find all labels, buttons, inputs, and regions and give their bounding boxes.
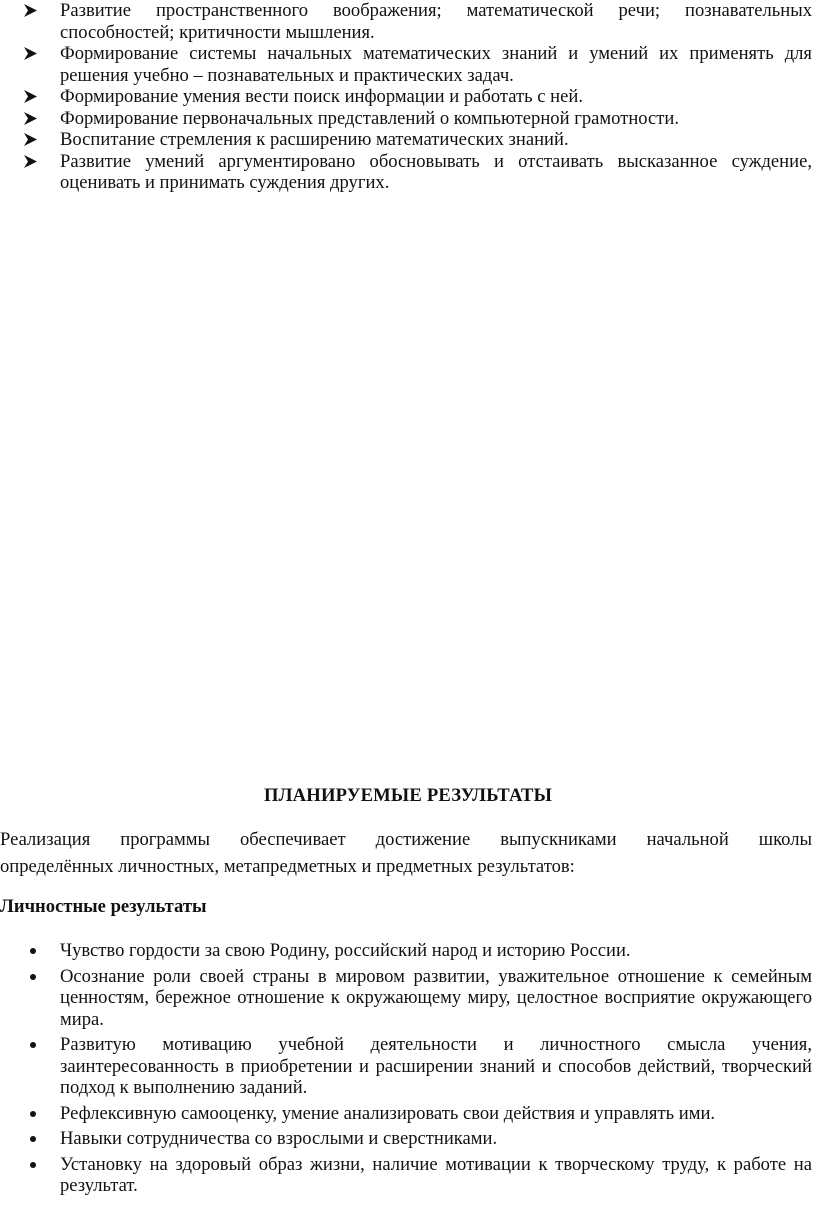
arrowhead-bullet-icon <box>23 154 38 169</box>
arrowhead-bullet-icon <box>23 3 38 18</box>
arrowhead-bullet-icon <box>23 89 38 104</box>
list-item <box>0 1128 816 1150</box>
list-item-text: Формирование системы начальных математических знаний и умений их применять для решения учебно – познавательных и практических задач. <box>60 43 812 86</box>
list-item-text: Развитую мотивацию учебной деятельности и личностного смысла учения, заинтересованность в приобретении и расширении знаний и способов действий, творческий подход к выполнению заданий. <box>60 1034 812 1098</box>
personal-results-heading: Личностные результаты <box>0 896 207 917</box>
list-item <box>0 86 816 108</box>
list-item-text: Навыки сотрудничества со взрослыми и сверстниками. <box>60 1128 498 1149</box>
arrowhead-bullet-icon <box>23 46 38 61</box>
list-item <box>0 108 816 130</box>
arrowhead-bullet-icon <box>23 132 38 147</box>
dot-bullet-icon <box>30 948 36 954</box>
list-item-text: Рефлексивную самооценку, умение анализировать свои действия и управлять ими. <box>60 1102 716 1124</box>
list-item <box>0 0 816 43</box>
personal-results-list <box>0 940 816 1201</box>
goals-list <box>0 0 816 194</box>
list-item-text: Развитие умений аргументировано обосновывать и отстаивать высказанное суждение, оценивать и принимать суждения других. <box>60 150 812 193</box>
section-title: ПЛАНИРУЕМЫЕ РЕЗУЛЬТАТЫ <box>263 785 553 806</box>
list-item <box>0 129 816 151</box>
list-item-text: Чувство гордости за свою Родину, российский народ и историю России. <box>60 940 631 961</box>
list-item <box>0 1103 816 1125</box>
list-item <box>0 966 816 1031</box>
intro-line: Реализация программы обеспечивает достижение выпускниками начальной школы <box>0 829 812 850</box>
list-item <box>0 151 816 194</box>
dot-bullet-icon <box>30 974 36 980</box>
dot-bullet-icon <box>30 1162 36 1168</box>
dot-bullet-icon <box>30 1042 36 1048</box>
list-item-text: Осознание роли своей страны в мировом развитии, уважительное отношение к семейным ценностям, бережное отношение к окружающему миру, целостное восприятие окружающего мира. <box>60 965 812 1030</box>
intro-line: определённых личностных, метапредметных и предметных результатов: <box>0 856 575 877</box>
list-item-text: Воспитание стремления к расширению математических знаний. <box>60 129 569 150</box>
list-item-text: Установку на здоровый образ жизни, наличие мотивации к творческому труду, к работе на результат. <box>60 1153 812 1196</box>
list-item <box>0 43 816 86</box>
dot-bullet-icon <box>30 1136 36 1142</box>
list-item <box>0 940 816 962</box>
intro-paragraph <box>0 826 812 880</box>
list-item <box>0 1154 816 1197</box>
list-item-text: Формирование первоначальных представлений о компьютерной грамотности. <box>60 107 680 129</box>
list-item-text: Развитие пространственного воображения; математической речи; познавательных способностей; критичности мышления. <box>60 0 812 43</box>
list-item <box>0 1034 816 1099</box>
arrowhead-bullet-icon <box>23 111 38 126</box>
dot-bullet-icon <box>30 1111 36 1117</box>
list-item-text: Формирование умения вести поиск информации и работать с ней. <box>60 86 583 107</box>
